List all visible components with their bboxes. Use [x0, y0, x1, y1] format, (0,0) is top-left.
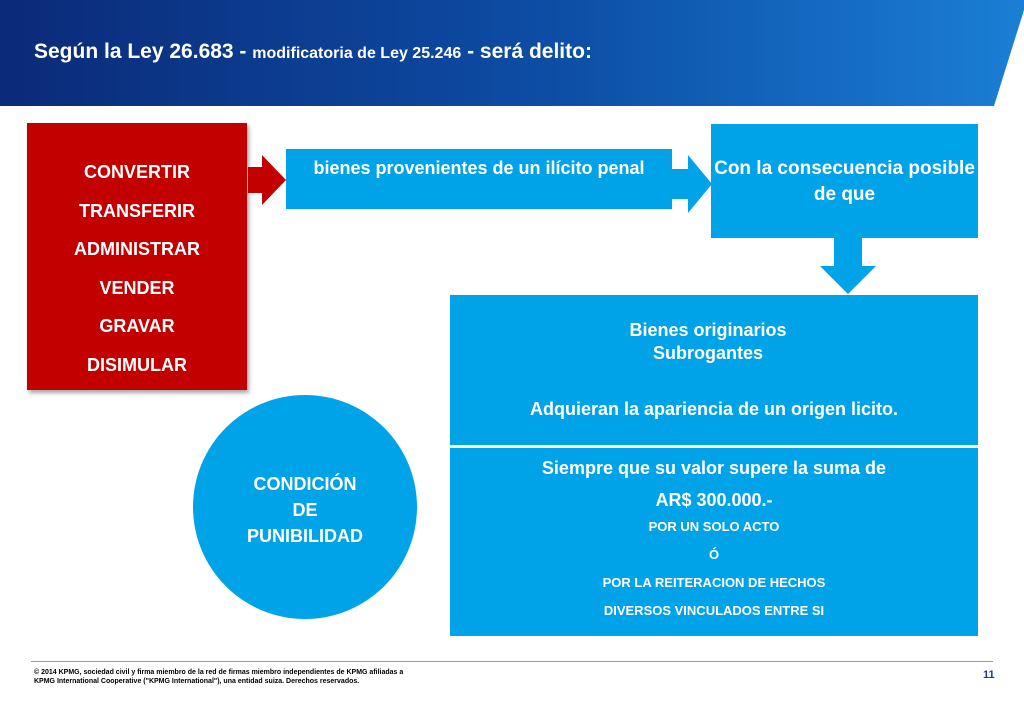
- verb-disimular: DISIMULAR: [87, 354, 187, 375]
- bienes-box: [286, 149, 672, 209]
- verbs-box: [27, 123, 247, 390]
- condicion-line-3: PUNIBILIDAD: [247, 526, 363, 546]
- consecuencia-text: Con la consecuencia posible de que: [714, 158, 975, 205]
- originarios-line-1: Bienes originarios: [629, 320, 787, 340]
- title-part-3: - será delito:: [461, 40, 592, 63]
- consecuencia-box: [711, 124, 978, 238]
- condicion-line-1: CONDICIÓN: [253, 474, 357, 494]
- footer-line-2: KPMG International Cooperative ("KPMG International"), una entidad suiza. Derechos reservados.: [34, 678, 360, 685]
- valor-condition-box: [450, 448, 978, 636]
- footer-line-1: © 2014 KPMG, sociedad civil y firma miembro de la red de firmas miembro independientes de KPMG afiliadas a: [34, 669, 404, 676]
- red-arrow: [248, 155, 288, 205]
- footer-copyright: [34, 668, 403, 686]
- title-part-1: Según la Ley 26.683 -: [34, 40, 253, 63]
- page-title: [34, 40, 592, 64]
- siempre-amount: AR$ 300.000.-: [655, 490, 773, 510]
- verb-convertir: CONVERTIR: [83, 162, 190, 182]
- blue-arrow-down: [820, 238, 876, 294]
- bienes-text: bienes provenientes de un ilícito penal: [313, 158, 645, 178]
- title-part-2: modificatoria de Ley 25.246: [252, 45, 462, 62]
- originarios-line-3: Adquieran la apariencia de un origen licito.: [529, 399, 899, 419]
- condicion-punibilidad-circle: [193, 395, 417, 619]
- bienes-originarios-box: [450, 295, 978, 445]
- condicion-line-2: DE: [292, 500, 318, 520]
- footer-divider: [31, 661, 993, 662]
- siempre-line-5: POR LA REITERACION DE HECHOS: [602, 575, 826, 590]
- siempre-line-6: DIVERSOS VINCULADOS ENTRE SI: [603, 603, 825, 618]
- verb-gravar: GRAVAR: [99, 316, 175, 336]
- page-number: 11: [983, 669, 995, 681]
- siempre-line-1: Siempre que su valor supere la suma de: [541, 458, 887, 478]
- siempre-line-4: Ó: [708, 547, 720, 562]
- originarios-line-2: Subrogantes: [652, 343, 763, 363]
- verb-transferir: TRANSFERIR: [79, 200, 195, 221]
- blue-arrow-right: [672, 155, 712, 213]
- verb-administrar: ADMINISTRAR: [74, 239, 200, 259]
- verb-vender: VENDER: [99, 277, 175, 298]
- siempre-line-3: POR UN SOLO ACTO: [648, 519, 780, 534]
